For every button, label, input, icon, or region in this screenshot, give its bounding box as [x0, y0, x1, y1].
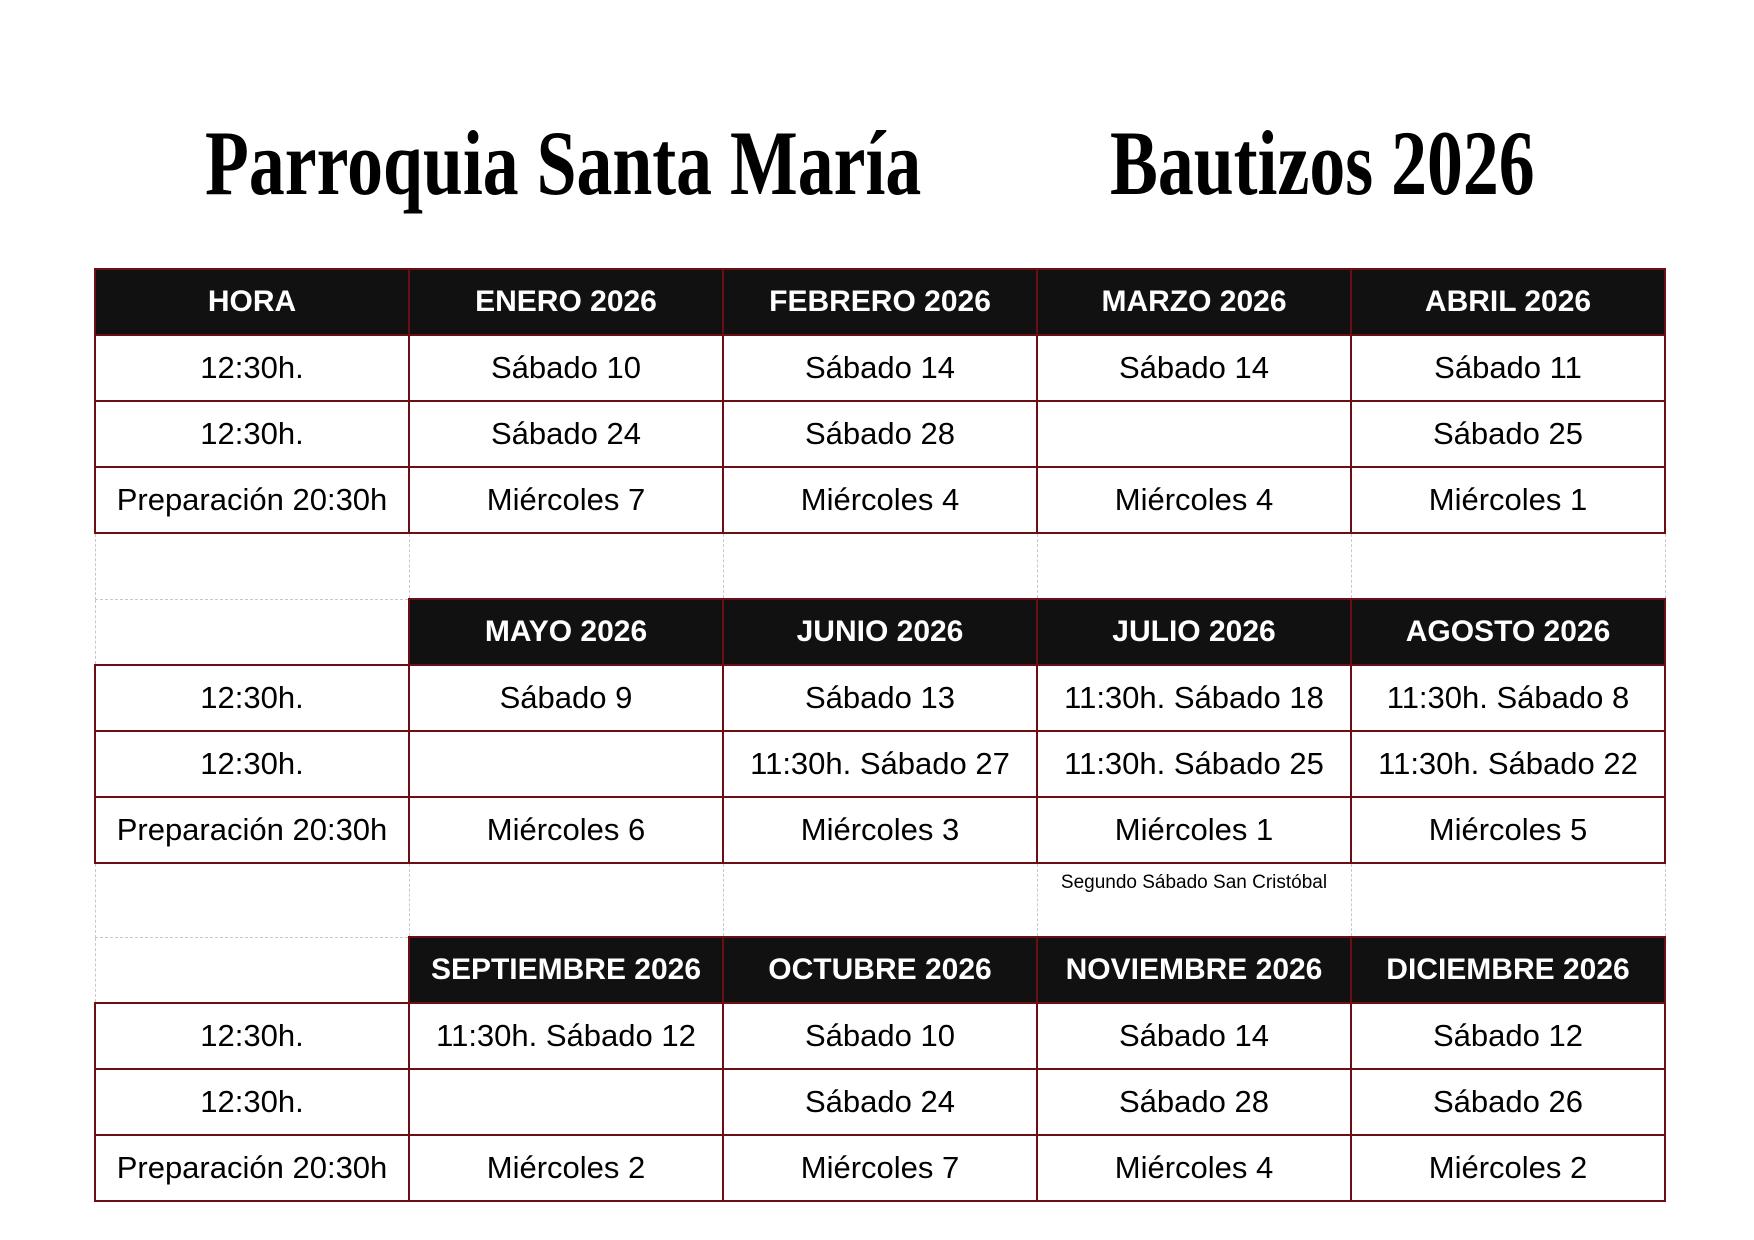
hora-header: HORA — [95, 269, 409, 335]
date-cell: Miércoles 1 — [1351, 467, 1665, 533]
date-cell: Sábado 14 — [1037, 1003, 1351, 1069]
month-header: ENERO 2026 — [409, 269, 723, 335]
date-cell: Miércoles 2 — [409, 1135, 723, 1201]
month-header: AGOSTO 2026 — [1351, 599, 1665, 665]
date-cell: Miércoles 7 — [409, 467, 723, 533]
date-cell: Sábado 25 — [1351, 401, 1665, 467]
date-cell: Sábado 13 — [723, 665, 1037, 731]
date-cell — [1037, 401, 1351, 467]
month-header: JUNIO 2026 — [723, 599, 1037, 665]
date-cell: Miércoles 1 — [1037, 797, 1351, 863]
month-header: FEBRERO 2026 — [723, 269, 1037, 335]
corner-cell — [95, 599, 409, 665]
time-label: 12:30h. — [95, 731, 409, 797]
month-header: JULIO 2026 — [1037, 599, 1351, 665]
date-cell: Sábado 26 — [1351, 1069, 1665, 1135]
time-label: 12:30h. — [95, 665, 409, 731]
date-cell: Sábado 12 — [1351, 1003, 1665, 1069]
month-header: SEPTIEMBRE 2026 — [409, 937, 723, 1003]
page-title: Bautizos 2026 — [1110, 112, 1535, 214]
date-cell: 11:30h. Sábado 8 — [1351, 665, 1665, 731]
date-cell: Sábado 14 — [1037, 335, 1351, 401]
date-cell: Miércoles 6 — [409, 797, 723, 863]
month-header-row — [95, 599, 1665, 665]
table-row — [95, 401, 1665, 467]
month-header-row — [95, 269, 1665, 335]
table-row — [95, 797, 1665, 863]
time-label: 12:30h. — [95, 335, 409, 401]
month-header-row — [95, 937, 1665, 1003]
date-cell: Sábado 28 — [723, 401, 1037, 467]
date-cell: Miércoles 4 — [1037, 467, 1351, 533]
date-cell: Sábado 9 — [409, 665, 723, 731]
spacer-cell — [95, 863, 409, 937]
table-row — [95, 1069, 1665, 1135]
date-cell: Miércoles 3 — [723, 797, 1037, 863]
spacer-cell — [1351, 533, 1665, 599]
spacer-cell — [409, 863, 723, 937]
date-cell: Miércoles 4 — [1037, 1135, 1351, 1201]
spacer-cell — [1351, 863, 1665, 937]
spacer-row — [95, 533, 1665, 599]
july-note: Segundo Sábado San Cristóbal — [1037, 863, 1351, 937]
date-cell: Sábado 28 — [1037, 1069, 1351, 1135]
spacer-cell — [723, 533, 1037, 599]
time-label: 12:30h. — [95, 401, 409, 467]
date-cell: 11:30h. Sábado 22 — [1351, 731, 1665, 797]
time-label: 12:30h. — [95, 1069, 409, 1135]
preparation-label: Preparación 20:30h — [95, 1135, 409, 1201]
spacer-cell — [95, 533, 409, 599]
spacer-row — [95, 863, 1665, 937]
spacer-cell — [723, 863, 1037, 937]
date-cell — [409, 1069, 723, 1135]
baptism-schedule-table — [94, 268, 1666, 1202]
date-cell: Miércoles 7 — [723, 1135, 1037, 1201]
spacer-cell — [409, 533, 723, 599]
date-cell: 11:30h. Sábado 25 — [1037, 731, 1351, 797]
table-row — [95, 335, 1665, 401]
parish-title: Parroquia Santa María — [205, 112, 922, 214]
date-cell: 11:30h. Sábado 12 — [409, 1003, 723, 1069]
corner-cell — [95, 937, 409, 1003]
month-header: ABRIL 2026 — [1351, 269, 1665, 335]
preparation-label: Preparación 20:30h — [95, 467, 409, 533]
date-cell — [409, 731, 723, 797]
month-header: MARZO 2026 — [1037, 269, 1351, 335]
date-cell: Miércoles 2 — [1351, 1135, 1665, 1201]
spacer-cell — [1037, 533, 1351, 599]
month-header: OCTUBRE 2026 — [723, 937, 1037, 1003]
month-header: MAYO 2026 — [409, 599, 723, 665]
table-row — [95, 1003, 1665, 1069]
time-label: 12:30h. — [95, 1003, 409, 1069]
preparation-label: Preparación 20:30h — [95, 797, 409, 863]
table-row — [95, 467, 1665, 533]
date-cell: Sábado 24 — [409, 401, 723, 467]
table-row — [95, 665, 1665, 731]
month-header: NOVIEMBRE 2026 — [1037, 937, 1351, 1003]
table-row — [95, 1135, 1665, 1201]
date-cell: Miércoles 5 — [1351, 797, 1665, 863]
table-row — [95, 731, 1665, 797]
date-cell: Sábado 11 — [1351, 335, 1665, 401]
date-cell: Sábado 14 — [723, 335, 1037, 401]
date-cell: 11:30h. Sábado 27 — [723, 731, 1037, 797]
date-cell: Sábado 10 — [409, 335, 723, 401]
date-cell: Sábado 24 — [723, 1069, 1037, 1135]
date-cell: Miércoles 4 — [723, 467, 1037, 533]
date-cell: Sábado 10 — [723, 1003, 1037, 1069]
month-header: DICIEMBRE 2026 — [1351, 937, 1665, 1003]
date-cell: 11:30h. Sábado 18 — [1037, 665, 1351, 731]
